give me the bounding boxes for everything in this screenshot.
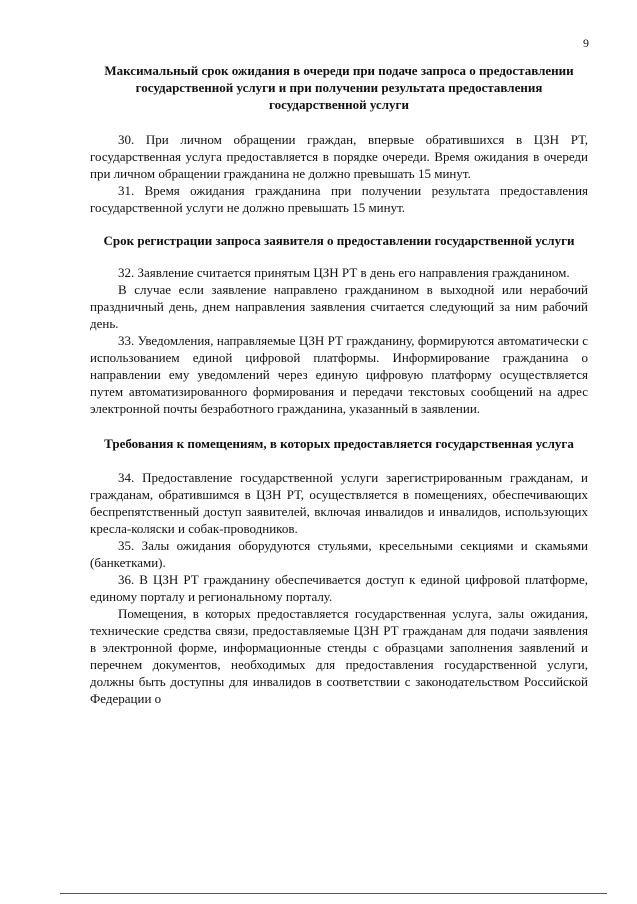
section-heading-registration: Срок регистрации запроса заявителя о предоставлении государственной услуги xyxy=(103,233,575,248)
paragraph-31: 31. Время ожидания гражданина при получении результата предоставления государственной услуги не должно превышать 15 минут. xyxy=(90,183,588,215)
paragraph-35: 35. Залы ожидания оборудуются стульями, кресельными секциями и скамьями (банкетками). xyxy=(90,538,588,570)
paragraph-32-holiday: В случае если заявление направлено гражданином в выходной или нерабочий праздничный день, днем направления заявления считается следующий за ним рабочий день. xyxy=(90,282,588,331)
paragraph-34: 34. Предоставление государственной услуги зарегистрированным гражданам, и гражданам, обратившимся в ЦЗН РТ, осуществляется в помещениях, обеспечивающих беспрепятственный доступ заявителей, включая инвалидов и инвалидов, использующих кресла-коляски и собак-проводников. xyxy=(90,470,588,536)
page-number: 9 xyxy=(583,36,589,50)
paragraph-32: 32. Заявление считается принятым ЦЗН РТ в день его направления гражданином. xyxy=(118,265,570,280)
section-heading-queue-time: Максимальный срок ожидания в очереди при подаче запроса о предоставлении государственной услуги и при получении результата предоставления государственной услуги xyxy=(104,63,574,112)
paragraph-36-premises: Помещения, в которых предоставляется государственная услуга, залы ожидания, технические средства связи, предоставляемые ЦЗН РТ гражданам для подачи заявления в электронной форме, информационные стенды с образцами заполнения заявлений и перечнем документов, необходимых для предоставления государственной услуги, должны быть доступны для инвалидов в соответствии с законодательством Российской Федерации о xyxy=(90,606,588,706)
paragraph-36: 36. В ЦЗН РТ гражданину обеспечивается доступ к единой цифровой платформе, единому порталу и региональному порталу. xyxy=(90,572,588,604)
document-body xyxy=(90,62,588,707)
scan-edge-line xyxy=(60,893,607,894)
section-heading-premises: Требования к помещениям, в которых предоставляется государственная услуга xyxy=(104,436,574,451)
paragraph-33: 33. Уведомления, направляемые ЦЗН РТ гражданину, формируются автоматически с использованием единой цифровой платформы. Информирование гражданина о направлении ему уведомлений через единую цифровую платформу осуществляется путем автоматизированного формирования и передачи текстовых сообщений на адрес электронной почты безработного гражданина, указанный в заявлении. xyxy=(90,333,588,416)
paragraph-30: 30. При личном обращении граждан, впервые обратившихся в ЦЗН РТ, государственная услуга предоставляется в порядке очереди. Время ожидания в очереди при личном обращении гражданина не должно превышать 15 минут. xyxy=(90,132,588,181)
